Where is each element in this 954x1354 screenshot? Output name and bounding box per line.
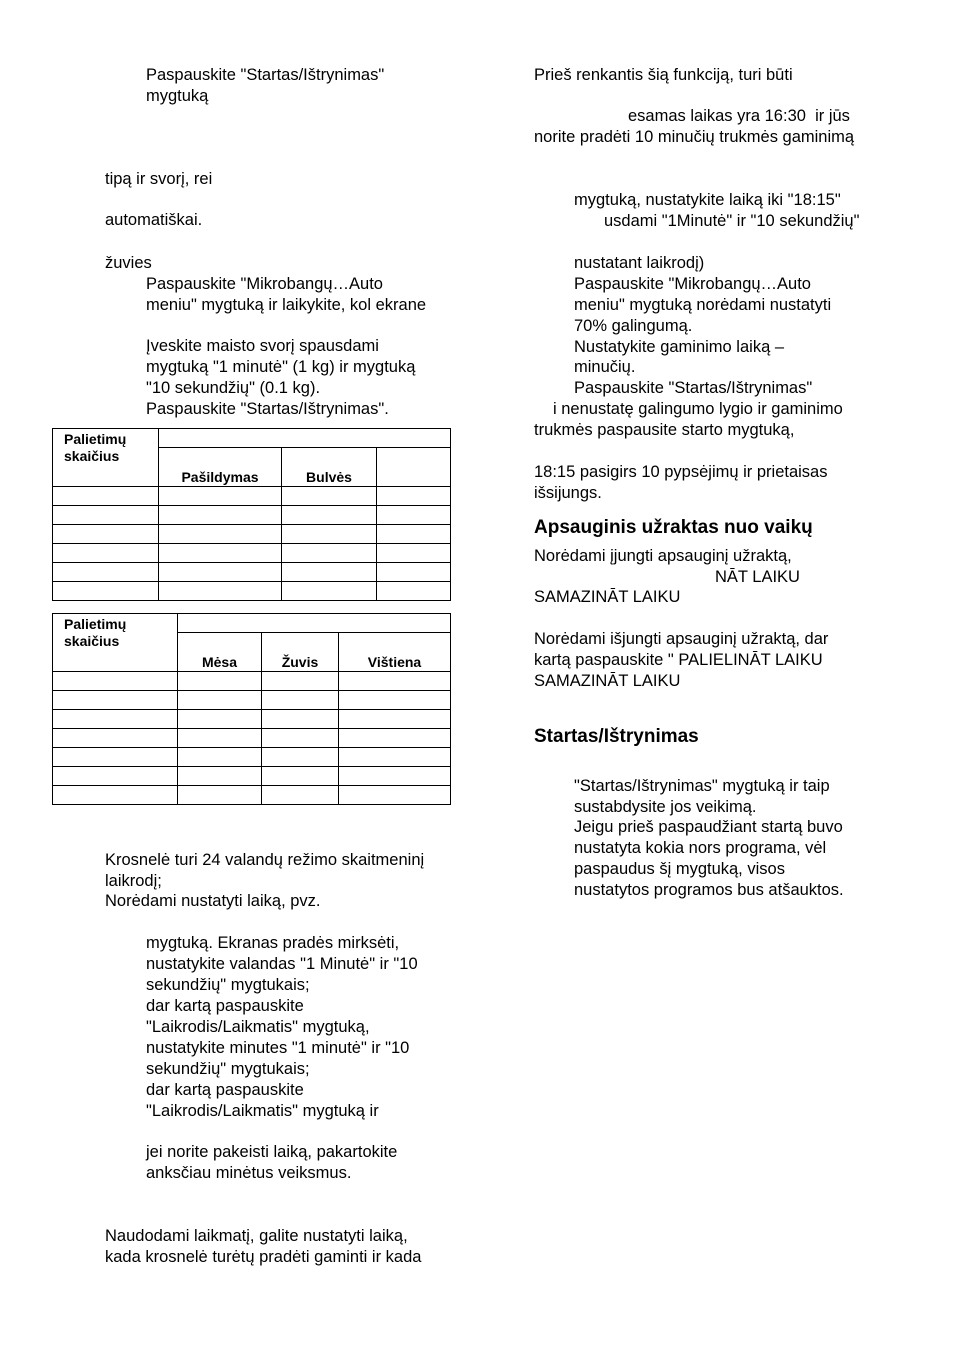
text-line: Nustatykite gaminimo laiką – [574,338,785,356]
text-line: SAMAZINĀT LAIKU [534,672,681,690]
table-row [53,525,451,544]
text-line: anksčiau minėtus veiksmus. [146,1164,352,1182]
text-line: paspaudus šį mygtuką, visos [574,860,785,878]
table-row [53,729,451,748]
table-row [53,767,451,786]
text-line: "Startas/Ištrynimas" mygtuką ir taip [574,777,830,795]
text-line: sekundžių" mygtukais; [146,1060,310,1078]
table-row [53,487,451,506]
text-line: Paspauskite "Mikrobangų…Auto [574,275,811,293]
text-line: nustatyta kokia nors programa, vėl [574,839,827,857]
text-line: "10 sekundžių" (0.1 kg). [146,379,321,397]
text-line: kartą paspauskite " PALIELINĀT LAIKU [534,651,823,669]
text-line: Norėdami išjungti apsauginį užraktą, dar [534,630,829,648]
table-row [53,691,451,710]
text-line: meniu" mygtuką ir laikykite, kol ekrane [146,296,427,314]
text-line: NĀT LAIKU [715,568,800,586]
table-row [53,710,451,729]
column-header: Bulvės [282,448,377,487]
text-line: esamas laikas yra 16:30 ir jūs [628,107,850,125]
text-line: dar kartą paspauskite [146,1081,304,1099]
table-row [53,748,451,767]
touch-count-table-2 [52,613,451,805]
text-line: trukmės paspausite starto mygtuką, [534,421,795,439]
text-line: mygtuką, nustatykite laiką iki "18:15" [574,191,841,209]
column-header [377,448,451,487]
text-line: Paspauskite "Startas/Ištrynimas" [146,66,385,84]
text-line: minučių. [574,358,636,376]
text-line: Paspauskite "Startas/Ištrynimas" [574,379,813,397]
section-heading-child-lock: Apsauginis užraktas nuo vaikų [534,517,813,538]
text-line: mygtuką "1 minutė" (1 kg) ir mygtuką [146,358,416,376]
column-header: Žuvis [262,633,339,672]
table-row [53,672,451,691]
text-line: meniu" mygtuką norėdami nustatyti [574,296,832,314]
text-line: SAMAZINĀT LAIKU [534,588,681,606]
text-line: norite pradėti 10 minučių trukmės gaminimą [534,128,855,146]
text-line: i nenustatę galingumo lygio ir gaminimo [553,400,843,418]
text-line: usdami "1Minutė" ir "10 sekundžių" [604,212,860,230]
table-row [53,544,451,563]
table-row [53,563,451,582]
table-header-label: Palietimų skaičius [53,429,159,487]
table-header-span [159,429,451,448]
text-line: tipą ir svorį, rei [105,170,213,188]
text-line: "Laikrodis/Laikmatis" mygtuką ir [146,1102,379,1120]
table-row [53,786,451,805]
text-line: sustabdysite jos veikimą. [574,798,757,816]
table-header-span [178,614,451,633]
text-line: 18:15 pasigirs 10 pypsėjimų ir prietaisas [534,463,828,481]
text-line: Norėdami įjungti apsauginį užraktą, [534,547,792,565]
text-line: nustatant laikrodį) [574,254,705,272]
text-line: Įveskite maisto svorį spausdami [146,337,379,355]
text-line: Prieš renkantis šią funkciją, turi būti [534,66,793,84]
text-line: Krosnelė turi 24 valandų režimo skaitmeninį [105,851,425,869]
text-line: Naudodami laikmatį, galite nustatyti laiką, [105,1227,408,1245]
section-heading-start-clear: Startas/Ištrynimas [534,726,699,747]
text-line: mygtuką. Ekranas pradės mirksėti, [146,934,400,952]
text-line: Paspauskite "Startas/Ištrynimas". [146,400,389,418]
text-line: laikrodį; [105,872,162,890]
text-line: kada krosnelė turėtų pradėti gaminti ir kada [105,1248,422,1266]
text-line: dar kartą paspauskite [146,997,304,1015]
text-line: išsijungs. [534,484,602,502]
table-row [53,582,451,601]
column-header: Vištiena [339,633,451,672]
text-line: nustatytos programos bus atšauktos. [574,881,844,899]
text-line: "Laikrodis/Laikmatis" mygtuką, [146,1018,370,1036]
text-line: automatiškai. [105,211,203,229]
text-line: mygtuką [146,87,209,105]
text-line: Norėdami nustatyti laiką, pvz. [105,892,321,910]
text-line: nustatykite valandas "1 Minutė" ir "10 [146,955,418,973]
text-line: jei norite pakeisti laiką, pakartokite [146,1143,398,1161]
text-line: Paspauskite "Mikrobangų…Auto [146,275,383,293]
text-line: sekundžių" mygtukais; [146,976,310,994]
table-header-label: Palietimų skaičius [53,614,178,672]
column-header: Pašildymas [159,448,282,487]
touch-count-table-1 [52,428,451,601]
text-line: nustatykite minutes "1 minutė" ir "10 [146,1039,410,1057]
text-line: žuvies [105,254,152,272]
text-line: Jeigu prieš paspaudžiant startą buvo [574,818,843,836]
table-row [53,506,451,525]
text-line: 70% galingumą. [574,317,693,335]
column-header: Mėsa [178,633,262,672]
